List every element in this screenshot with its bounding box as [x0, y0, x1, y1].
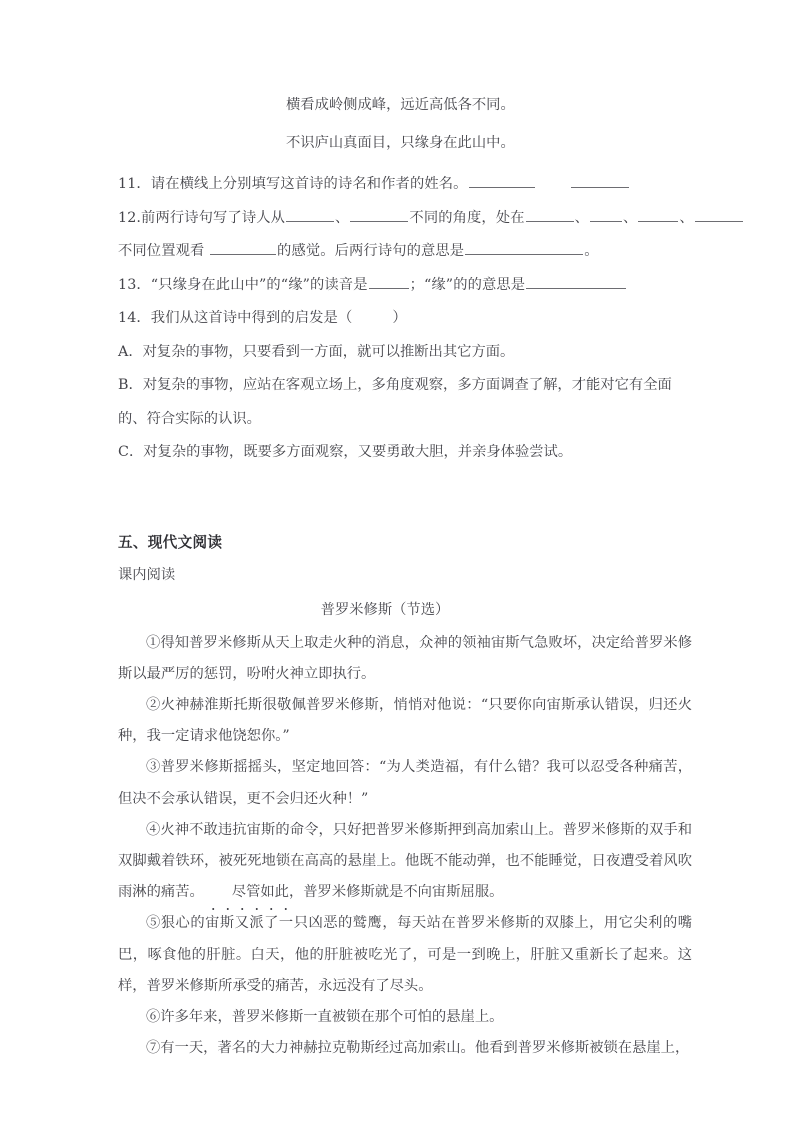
page-content	[118, 86, 692, 1064]
section-heading-reading: 五、现代文阅读	[118, 533, 223, 551]
question-14-number: 14．	[118, 310, 151, 326]
passage-title: 普罗米修斯（节选）	[320, 601, 450, 618]
choice-c-text: 对复杂的事物，既要多方面观察，又要勇敢大胆，并亲身体验尝试。	[143, 444, 573, 460]
question-13-number: 13．	[118, 276, 151, 293]
q12-comma: ，	[481, 209, 496, 226]
question-12-number: 12.	[118, 209, 142, 226]
paragraph-marker-4: ④	[146, 821, 161, 838]
question-12-line2-part2: 的感觉。后两行诗句的意思是	[277, 243, 465, 259]
q13-blank-meaning[interactable]	[526, 275, 626, 289]
choice-c[interactable]	[118, 436, 692, 470]
q12-blank-6[interactable]	[695, 208, 743, 222]
paragraph-text-2: 火神赫淮斯托斯很敬佩普罗米修斯，悄悄对他说：“只要你向宙斯承认错误，归还火种，我一定请求他饶恕你。”	[118, 696, 692, 745]
passage-paragraph-6	[118, 1002, 692, 1033]
q12-blank-1[interactable]	[286, 208, 334, 222]
choice-b[interactable]	[118, 369, 692, 436]
spacer	[118, 470, 692, 528]
paragraph-text-6: 许多年来，普罗米修斯一直被锁在那个可怕的悬崖上。	[160, 1008, 504, 1025]
paragraph-text-4-before: 火神不敢违抗宙斯的命令，只好把普罗米修斯押到高加索山上。普罗米修斯的双手和双脚戴着铁环，被死死地锁在高高的悬崖上。他既不能动弹，也不能睡觉，日夜遭受着风吹雨淋的痛苦。	[118, 821, 693, 901]
question-12-line2-end: 。	[584, 243, 599, 259]
question-12-part3: 处在	[495, 209, 525, 226]
paragraph-marker-5: ⑤	[146, 915, 161, 932]
paragraph-marker-6: ⑥	[146, 1008, 161, 1025]
q12-sep-1: 、	[335, 209, 350, 226]
q12-blank-5[interactable]	[638, 208, 678, 222]
paragraph-text-3: 普罗米修斯摇摇头，坚定地回答：“为人类造福，有什么错？我可以忍受各种痛苦，但决不会承认错误，更不会归还火种！”	[118, 759, 692, 807]
paragraph-text-7: 有一天，著名的大力神赫拉克勒斯经过高加索山。他看到普罗米修斯被锁在悬崖上，	[160, 1040, 690, 1057]
poem-line-1: 横看成岭侧成峰，远近高低各不同。	[286, 97, 515, 113]
q11-blank-poem-title[interactable]	[469, 174, 535, 188]
passage-paragraph-2	[118, 690, 692, 752]
question-11	[118, 168, 692, 202]
poem-line-2: 不识庐山真面目，只缘身在此山中。	[286, 135, 515, 151]
passage-paragraph-1	[118, 628, 692, 690]
q11-blank-author[interactable]	[571, 174, 629, 188]
choice-b-text: 对复杂的事物，应站在客观立场上，多角度观察，多方面调查了解，才能对它有全面的、符合实际的认识。	[118, 377, 672, 427]
q12-sep-2: 、	[574, 209, 590, 226]
choice-c-label: C．	[118, 444, 144, 460]
question-12-line-2	[118, 235, 692, 269]
question-12-part1: 前两行诗句写了诗人从	[141, 209, 286, 226]
question-14-text-after: ）	[392, 310, 407, 326]
passage-paragraph-5	[118, 908, 692, 1002]
choice-a-text: 对复杂的事物，只要看到一方面，就可以推断出其它方面。	[142, 343, 515, 360]
question-12-part2: 不同的角度	[409, 209, 482, 226]
question-11-text: 请在横线上分别填写这首诗的诗名和作者的姓名。	[150, 176, 468, 192]
question-13	[118, 269, 692, 303]
choice-b-label: B．	[118, 377, 143, 393]
question-14	[118, 302, 692, 336]
q12-blank-4[interactable]	[590, 208, 622, 222]
paragraph-marker-7: ⑦	[146, 1040, 161, 1057]
q12-blank-8[interactable]	[465, 241, 583, 255]
choice-a-label: A．	[118, 343, 143, 360]
q12-sep-3: 、	[623, 209, 638, 226]
question-12-line2-part1: 不同位置观看	[118, 243, 205, 259]
q13-blank-pronunciation[interactable]	[369, 275, 409, 289]
q12-blank-3[interactable]	[526, 208, 574, 222]
paragraph-text-5: 狠心的宙斯又派了一只凶恶的鹫鹰，每天站在普罗米修斯的双膝上，用它尖利的嘴巴，啄食他的肝脏。白天，他的肝脏被吃光了，可是一到晚上，肝脏又重新长了起来。这样，普罗米修斯所承受的痛苦，永远没有了尽头。	[118, 915, 693, 994]
paragraph-marker-2: ②	[146, 696, 161, 713]
paragraph-text-1: 得知普罗米修斯从天上取走火种的消息，众神的领袖宙斯气急败坏，决定给普罗米修斯以最严厉的惩罚，吩咐火神立即执行。	[118, 634, 693, 682]
reading-sub-label: 课内阅读	[118, 566, 176, 583]
passage-paragraph-3	[118, 752, 692, 814]
choice-a[interactable]	[118, 336, 692, 370]
paragraph-marker-1: ①	[146, 634, 161, 651]
question-13-part1: “只缘身在此山中”的“缘”的读音是	[150, 276, 368, 293]
emphasized-phrase: 尽管如此	[204, 877, 289, 908]
q12-blank-7[interactable]	[210, 241, 276, 255]
paragraph-text-4-after: ，普罗米修斯就是不向宙斯屈服。	[288, 884, 504, 901]
paragraph-marker-3: ③	[146, 759, 161, 776]
question-14-text-before: 我们从这首诗中得到的启发是（	[150, 310, 353, 326]
question-12-line-1	[118, 202, 692, 236]
passage-paragraph-7	[118, 1033, 692, 1064]
question-13-part2: ；“缘”的的意思是	[409, 276, 526, 293]
q12-blank-2[interactable]	[350, 208, 408, 222]
passage-paragraph-4	[118, 815, 692, 909]
q12-sep-4: 、	[679, 209, 694, 226]
question-11-number: 11．	[118, 176, 151, 192]
